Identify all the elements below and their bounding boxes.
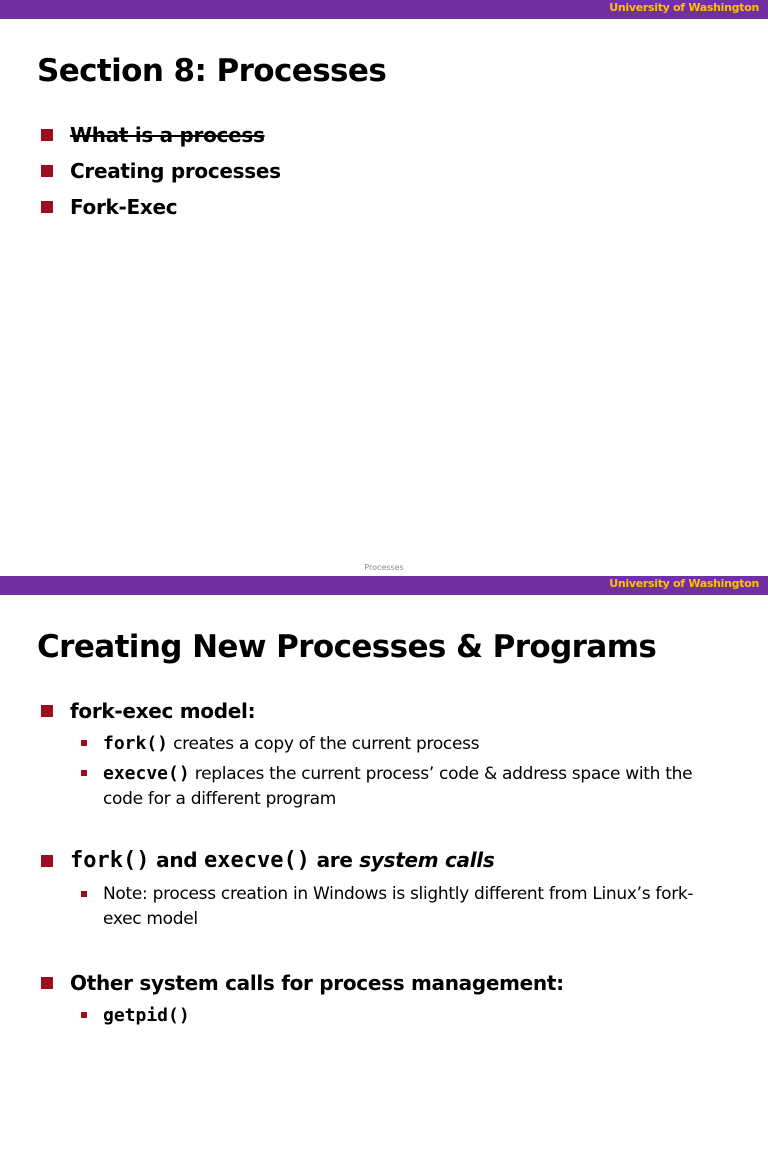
slide-title: Creating New Processes & Programs <box>37 629 657 665</box>
square-bullet-icon <box>41 165 53 177</box>
bullet-item <box>70 971 564 995</box>
code-fork: fork() <box>103 733 169 754</box>
square-sub-bullet-icon <box>81 770 87 776</box>
sub-bullet-item <box>103 761 728 812</box>
sub-bullet-item <box>103 882 728 932</box>
code-execve: execve() <box>203 848 310 873</box>
square-bullet-icon <box>41 855 53 867</box>
bullet-text: Creating processes <box>70 159 281 183</box>
header-bar <box>0 576 768 595</box>
bullet-text-italic: system calls <box>359 848 495 872</box>
sub-bullet-text: Note: process creation in Windows is slightly different from Linux’s fork-exec model <box>103 884 694 929</box>
sub-bullet-text: replaces the current process’ code & address space with the code for a different program <box>103 764 693 809</box>
slide-title: Section 8: Processes <box>37 53 387 89</box>
code-fork: fork() <box>70 848 150 873</box>
sub-bullet-item <box>103 731 728 757</box>
square-sub-bullet-icon <box>81 1012 87 1018</box>
square-bullet-icon <box>41 705 53 717</box>
code-execve: execve() <box>103 763 190 784</box>
square-sub-bullet-icon <box>81 740 87 746</box>
slide-creating-processes <box>0 576 768 1152</box>
university-name: University of Washington <box>609 577 759 590</box>
bullet-item <box>70 159 281 183</box>
sub-bullet-text: creates a copy of the current process <box>168 734 480 754</box>
square-sub-bullet-icon <box>81 891 87 897</box>
bullet-text: and <box>149 848 204 872</box>
sub-bullet-item <box>103 1003 728 1029</box>
bullet-text: are <box>309 848 360 872</box>
bullet-item <box>70 848 494 873</box>
bullet-text: What is a process <box>70 123 265 147</box>
bullet-text: fork-exec model: <box>70 699 256 723</box>
bullet-text: Fork-Exec <box>70 195 178 219</box>
bullet-item <box>70 123 265 147</box>
bullet-item <box>70 699 255 723</box>
bullet-text: Other system calls for process management: <box>70 971 564 995</box>
header-bar <box>0 0 768 19</box>
square-bullet-icon <box>41 201 53 213</box>
square-bullet-icon <box>41 129 53 141</box>
university-name: University of Washington <box>609 1 759 14</box>
code-getpid: getpid() <box>103 1005 190 1026</box>
slide-footer: Processes <box>364 563 404 572</box>
square-bullet-icon <box>41 977 53 989</box>
bullet-item <box>70 195 177 219</box>
